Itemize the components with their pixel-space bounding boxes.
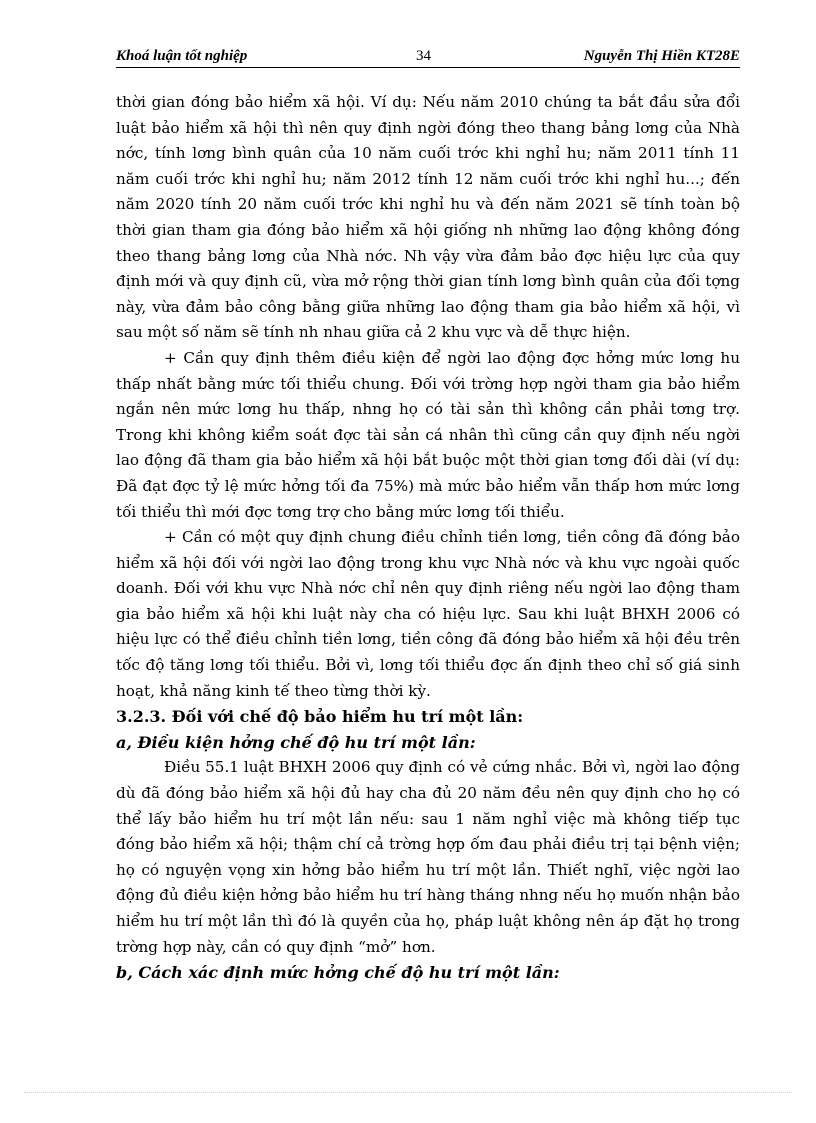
document-body [116, 90, 740, 986]
paragraph-4: Điều 55.1 luật BHXH 2006 quy định có vẻ cứng nhắc. Bởi vì, ngời lao động dù đã đóng bảo hiểm xã hội đủ hay cha đủ 20 năm đều nên quy định cho họ có thể lấy bảo hiểm hu trí một lần nếu: sau 1 năm nghỉ việc mà không tiếp tục đóng bảo hiểm xã hội; thậm chí cả trờng hợp ốm đau phải điều trị tại bệnh viện; họ có nguyện vọng xin hởng bảo hiểm hu trí một lần. Thiết nghĩ, việc ngời lao động đủ điều kiện hởng bảo hiểm hu trí hàng tháng nhng nếu họ muốn nhận bảo hiểm hu trí một lần thì đó là quyền của họ, pháp luật không nên áp đặt họ trong trờng hợp này, cần có quy định “mở” hơn. [116, 758, 740, 956]
section-heading: 3.2.3. Đối với chế độ bảo hiểm hu trí một lần: [116, 707, 524, 727]
header-author: Nguyễn Thị Hiền KT28E [583, 48, 740, 64]
subheading-a: a, Điều kiện hởng chế độ hu trí một lần: [116, 732, 476, 752]
page-bottom-border [24, 1092, 792, 1093]
page-header [116, 47, 740, 68]
header-thesis-title: Khoá luận tốt nghiệp [116, 48, 248, 64]
paragraph-3: + Cần có một quy định chung điều chỉnh tiền lơng, tiền công đã đóng bảo hiểm xã hội đối với ngời lao động trong khu vực Nhà nớc và khu vực ngoài quốc doanh. Đối với khu vực Nhà nớc chỉ nên quy định riêng nếu ngời lao động tham gia bảo hiểm xã hội khi luật này cha có hiệu lực. Sau khi luật BHXH 2006 có hiệu lực có thể điều chỉnh tiền lơng, tiền công đã đóng bảo hiểm xã hội đều trên tốc độ tăng lơng tối thiểu. Bởi vì, lơng tối thiểu đợc ấn định theo chỉ số giá sinh hoạt, khả năng kinh tế theo từng thời kỳ. [116, 528, 740, 700]
subheading-b: b, Cách xác định mức hởng chế độ hu trí một lần: [116, 963, 560, 983]
paragraph-1: thời gian đóng bảo hiểm xã hội. Ví dụ: Nếu năm 2010 chúng ta bắt đầu sửa đổi luật bảo hiểm xã hội thì nên quy định ngời đóng theo thang bảng lơng của Nhà nớc, tính lơng bình quân của 10 năm cuối trớc khi nghỉ hu; năm 2011 tính 11 năm cuối trớc khi nghỉ hu; năm 2012 tính 12 năm cuối trớc khi nghỉ hu...; đến năm 2020 tính 20 năm cuối trớc khi nghỉ hu và đến năm 2021 sẽ tính toàn bộ thời gian tham gia đóng bảo hiểm xã hội giống nh những lao động không đóng theo thang bảng lơng của Nhà nớc. Nh vậy vừa đảm bảo đợc hiệu lực của quy định mới và quy định cũ, vừa mở rộng thời gian tính lơng bình quân của đối tợng này, vừa đảm bảo công bằng giữa những lao động tham gia bảo hiểm xã hội, vì sau một số năm sẽ tính nh nhau giữa cả 2 khu vực và dễ thực hiện. [116, 93, 740, 342]
paragraph-2: + Cần quy định thêm điều kiện để ngời lao động đợc hởng mức lơng hu thấp nhất bằng mức tối thiểu chung. Đối với trờng hợp ngời tham gia bảo hiểm ngắn nên mức lơng hu thấp, nhng họ có tài sản thì không cần phải tơng trợ. Trong khi không kiểm soát đợc tài sản cá nhân thì cũng cần quy định nếu ngời lao động đã tham gia bảo hiểm xã hội bắt buộc một thời gian tơng đối dài (ví dụ: Đã đạt đợc tỷ lệ mức hởng tối đa 75%) mà mức bảo hiểm vẫn thấp hơn mức lơng tối thiểu thì mới đợc tơng trợ cho bằng mức lơng tối thiểu. [116, 348, 740, 521]
page-number: 34 [416, 48, 431, 64]
